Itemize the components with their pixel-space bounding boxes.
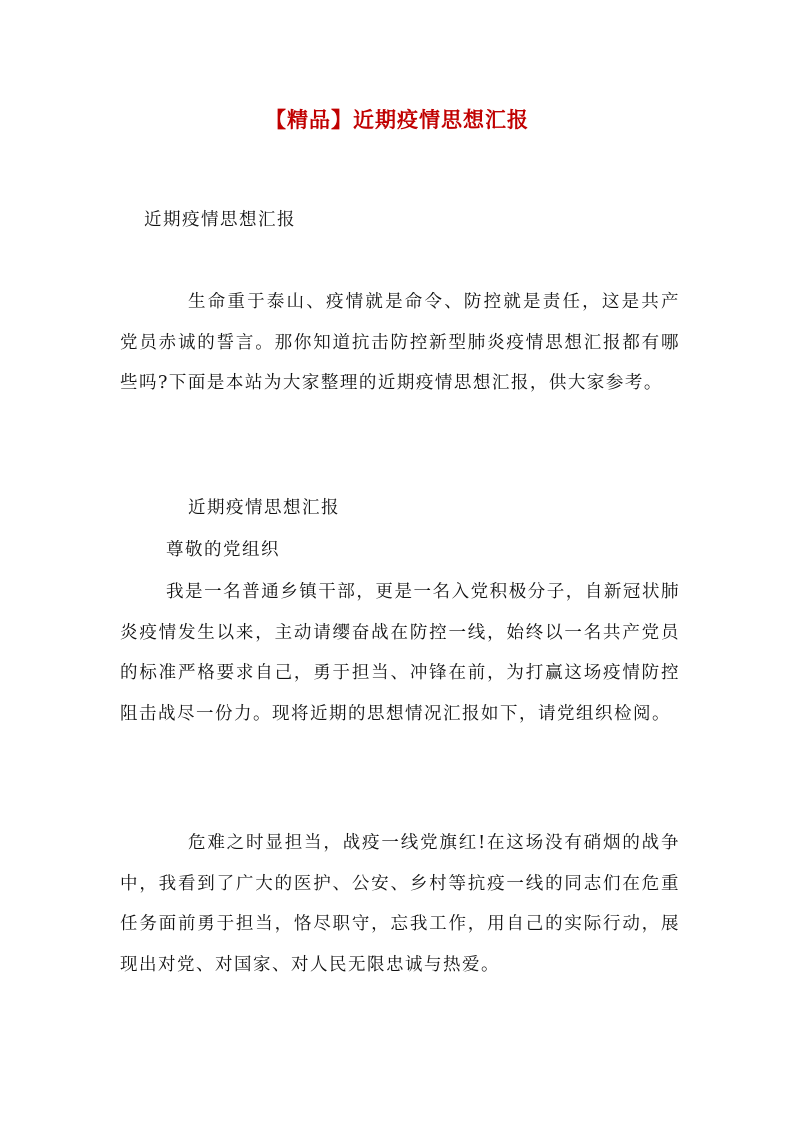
intro-paragraph: 生命重于泰山、疫情就是命令、防控就是责任，这是共产党员赤诚的誓言。那你知道抗击防控新型肺炎疫情思想汇报都有哪些吗?下面是本站为大家整理的近期疫情思想汇报，供大家参考。: [120, 292, 680, 393]
body-paragraph: 危难之时显担当，战疫一线党旗红!在这场没有硝烟的战争中，我看到了广大的医护、公安、乡村等抗疫一线的同志们在危重任务面前勇于担当，恪尽职守，忘我工作，用自己的实际行动，展现出对党、对国家、对人民无限忠诚与热爱。: [120, 833, 680, 975]
section-heading: 近期疫情思想汇报: [188, 498, 340, 518]
body-paragraph: 我是一名普通乡镇干部，更是一名入党积极分子，自新冠状肺炎疫情发生以来，主动请缨奋战在防控一线，始终以一名共产党员的标准严格要求自己，勇于担当、冲锋在前，为打赢这场疫情防控阻击战尽一份力。现将近期的思想情况汇报如下，请党组织检阅。: [120, 582, 680, 724]
salutation: 尊敬的党组织: [166, 540, 280, 560]
document-title: 【精品】近期疫情思想汇报: [265, 107, 529, 132]
document-subtitle: 近期疫情思想汇报: [144, 210, 296, 230]
